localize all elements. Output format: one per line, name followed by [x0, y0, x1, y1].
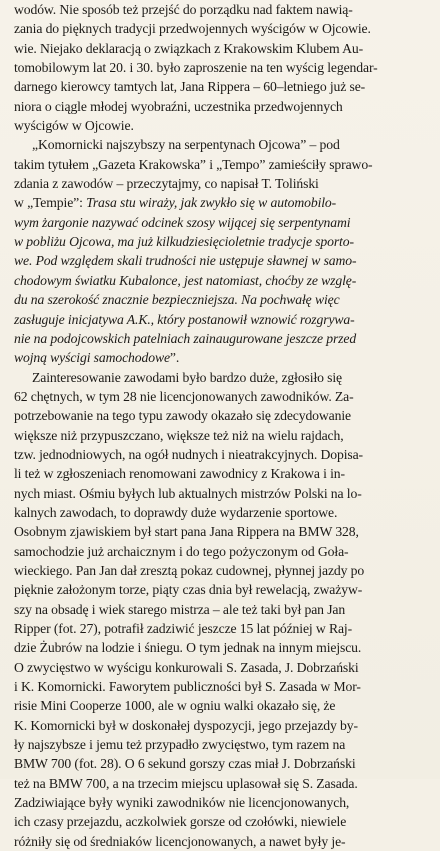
paragraph-1-line: darnego kierowcy tamtych lat, Jana Rippera – 60–letniego już se-: [14, 79, 366, 95]
paragraph-3-line: tzw. jednodniowych, na ogół nudnych i nieatrakcyjnych. Dopisa-: [14, 446, 363, 462]
paragraph-2-line: „Komornicki najszybszy na serpentynach Ojcowa” – pod: [32, 137, 340, 153]
paragraph-3-line: O zwycięstwo w wyścigu konkurowali S. Zasada, J. Dobrzański: [14, 659, 359, 675]
paragraph-2-line: zdania z zawodów – przeczytajmy, co napisał T. Toliński: [14, 176, 319, 192]
quote-line: nie na podojcowskich patelniach zainaugurowane jeszcze przed: [14, 330, 357, 346]
paragraph-3-line: różniły się od średniaków licencjonowanych, a nawet były je-: [14, 833, 346, 849]
paragraph-2-line: [14, 193, 432, 212]
paragraph-3-line: K. Komornicki był w doskonałej dyspozycji, jego przejazdy by-: [14, 717, 358, 733]
paragraph-3-line: 62 chętnych, w tym 28 nie licencjonowanych zawodników. Za-: [14, 388, 354, 404]
paragraph-3-line: też na BMW 700, a na trzecim miejscu uplasował się S. Zasada.: [14, 775, 358, 791]
quote-line: we. Pod względem skali trudności nie ustępuje sławnej w samo-: [14, 253, 357, 269]
paragraph-3-line: i K. Komornicki. Faworytem publiczności był S. Zasada w Mor-: [14, 679, 361, 695]
paragraph-3-line: większe niż przypuszczano, większe też niż na wielu rajdach,: [14, 427, 344, 443]
quote-end: ”.: [169, 350, 180, 366]
paragraph-3-line: BMW 700 (fot. 28). O 6 sekund gorszy czas miał J. Dobrzański: [14, 756, 356, 772]
quote-line: [14, 348, 432, 367]
quote-line: chodowym światku Kubalonce, jest natomiast, choćby ze wzglę-: [14, 272, 357, 288]
paragraph-3-line: dzie Żubrów na lodzie i śniegu. O tym jednak na innym miejscu.: [14, 640, 362, 656]
paragraph-1-line: zania do pięknych tradycji przedwojennych wyścigów w Ojcowie.: [14, 21, 371, 37]
paragraph-1-line: niora o ciągle młodej wyobraźni, uczestnika przedwojennych: [14, 98, 343, 114]
paragraph-3-line: ły najszybsze i jemu też przypadło zwycięstwo, tym razem na: [14, 737, 346, 753]
quote-line: w pobliżu Ojcowa, ma już kilkudziesięcioletnie tradycje sporto-: [14, 234, 354, 250]
paragraph-3-line: risie Mini Cooperze 1000, ale w ogniu walki okazało się, że: [14, 698, 336, 714]
paragraph-1-line: tomobilowym lat 20. i 30. było zaproszenie na ten wyścig legendar-: [14, 60, 378, 76]
paragraph-1-line: wodów. Nie sposób też przejść do porządku nad faktem nawią-: [14, 2, 353, 17]
paragraph-3-line: kalnych zawodach, to doprawdy duże wydarzenie sportowe.: [14, 504, 338, 520]
paragraph-3-line: Zainteresowanie zawodami było bardzo duże, zgłosiło się: [32, 369, 343, 385]
paragraph-3-line: Zadziwiające były wyniki zawodników nie licencjonowanych,: [14, 795, 350, 811]
quote-intro: w „Tempie”:: [14, 195, 87, 211]
paragraph-2-line: takim tytułem „Gazeta Krakowska” i „Tempo” zamieściły sprawo-: [14, 156, 373, 172]
paragraph-3-line: Ripper (fot. 27), potrafił zadziwić jeszcze 15 lat później w Raj-: [14, 621, 353, 636]
paragraph-3-line: potrzebowanie na tego typu zawody okazało się zdecydowanie: [14, 408, 351, 424]
paragraph-1-line: wyścigów w Ojcowie.: [14, 118, 134, 134]
quote-text: wojną wyścigi samochodowe: [14, 350, 170, 366]
quote-line: wym żargonie nazywać odcinek szosy wijącej się serpentynami: [14, 214, 351, 230]
paragraph-3-line: samochodzie już archaicznym i do tego pożyczonym od Goła-: [14, 543, 349, 559]
paragraph-1-line: wie. Niejako deklaracją o związkach z Krakowskim Klubem Au-: [14, 40, 364, 56]
body-text: [14, 0, 432, 851]
paragraph-3-line: ich czasy przejazdu, aczkolwiek gorsze od czołówki, niewiele: [14, 814, 347, 830]
paragraph-3-line: li też w zgłoszeniach renomowani zawodnicy z Krakowa i in-: [14, 466, 345, 482]
paragraph-3-line: Osobnym zjawiskiem był start pana Jana Rippera na BMW 328,: [14, 524, 359, 540]
paragraph-3-line: wieckiego. Pan Jan dał zresztą pokaz cudownej, płynnej jazdy po: [14, 562, 365, 578]
paragraph-3-line: nych miast. Ośmiu byłych lub aktualnych mistrzów Polski na lo-: [14, 485, 362, 501]
quote-text: Trasa stu wiraży, jak zwykło się w automobilo-: [86, 195, 337, 211]
quote-line: du na szerokość znacznie bezpieczniejsza. Na pochwałę więc: [14, 292, 340, 308]
paragraph-3-line: szy na obsadę i wiek starego mistrza – ale też taki był pan Jan: [14, 601, 346, 617]
paragraph-3-line: pięknie założonym torze, piąty czas dnia był rewelacją, zważyw-: [14, 582, 363, 598]
quote-line: zasługuje inicjatywa A.K., który postanowił wznowić rozgrywa-: [14, 311, 355, 327]
